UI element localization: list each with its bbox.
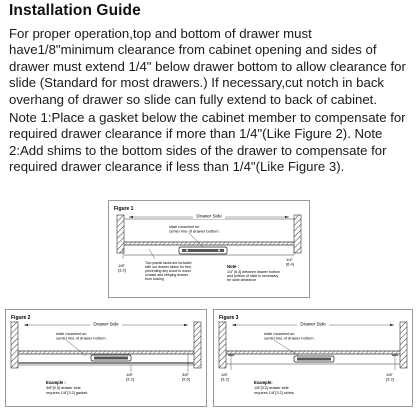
dim-left-1: 1/8" — [118, 263, 125, 268]
dim-2a: 3/8" — [182, 372, 189, 377]
example-line-2: requires 1/8"[3.2] gasket. — [46, 391, 89, 395]
figure-3 — [213, 309, 413, 407]
instructions-paragraph: For proper operation,top and bottom of drawer must have1/8"minimum clearance from cabinet opening and sides of drawer must extend 1/4" below drawer bottom to allow clearance for slide (Standard for most drawers.) If necessary,cut notch in back overhang of drawer so slide can fully extend to back of cabinet. — [9, 26, 406, 107]
notes-paragraph: Note 1:Place a gasket below the cabinet member to compensate for required drawer clearance if more than 1/4"(Like Figure 2). Note 2:Add shims to the bottom sides of the drawer to compensate for required drawer clearance if less than 1/4"(Like Figure 3). — [9, 110, 406, 175]
example-line-1: 3/8"[9.5] drawer side — [46, 386, 81, 390]
cabinet-right — [400, 322, 407, 368]
cabinet-left — [219, 322, 226, 368]
gasket — [18, 362, 194, 364]
dim-2b: [3.2] — [386, 376, 394, 382]
tacks-note-2: with our drawer slides for free, — [145, 265, 192, 269]
dim-1b: [3.2] — [126, 376, 134, 382]
tacks-note-1: Two plastic tacks are included — [145, 261, 192, 265]
drawer-side-label: Drawer Side — [196, 213, 222, 219]
drawer-side-label: Drawer Side — [300, 321, 326, 327]
figure-1-label: Figure 1 — [114, 206, 134, 212]
example-line-1: 1/8"[3.2] drawer side — [254, 386, 289, 390]
example-title: Example: — [254, 380, 273, 385]
cabinet-left — [11, 322, 18, 368]
figure-2 — [5, 309, 207, 407]
dim-2a: 1/8" — [386, 372, 393, 377]
slide-note-line2: center line of drawer bottom. — [56, 335, 107, 341]
figure-2-label: Figure 2 — [11, 315, 31, 321]
dim-1b: [3.2] — [221, 376, 229, 382]
note-title: Note : — [227, 264, 239, 269]
tacks-note-5: from locking — [145, 277, 164, 281]
cabinet-right — [294, 215, 301, 253]
dim-left-2: [3.2] — [118, 267, 126, 273]
slide-note-line1: slide mounted on — [56, 331, 87, 336]
dim-right-2: [6.4] — [286, 261, 294, 267]
example-title: Example : — [46, 380, 66, 385]
dim-right-1: 1/4" — [286, 257, 293, 262]
figure-3-label: Figure 3 — [219, 315, 239, 321]
cabinet-left — [117, 215, 124, 253]
dim-1a: 1/8" — [221, 372, 228, 377]
drawer-side-label: Drawer Side — [93, 321, 119, 327]
note-line-3: for slide clearance — [227, 278, 257, 282]
dim-2b: [9.5] — [182, 376, 190, 382]
cabinet-right — [194, 322, 201, 368]
note-line-1: 1/4" [6.4] between drawer bottom — [227, 270, 280, 274]
tacks-note-4: contact and keeping drawer — [145, 273, 188, 277]
slide-note-line2: center line of drawer bottom. — [264, 335, 315, 341]
page-title: Installation Guide — [9, 2, 141, 19]
slide-note-line1: slide mounted on — [264, 331, 295, 336]
example-line-2: requires 1/8"[3.2] shims — [254, 391, 294, 395]
slide-note-line2: center line of drawer bottom. — [169, 228, 220, 234]
slide-note-line1: slide mounted on — [169, 224, 200, 229]
note-line-2: and bottom of slide is necessary — [227, 274, 279, 278]
tacks-note-3: preventing any wood to wood — [145, 269, 191, 273]
figure-1 — [108, 200, 310, 298]
dim-1a: 1/8" — [126, 372, 133, 377]
